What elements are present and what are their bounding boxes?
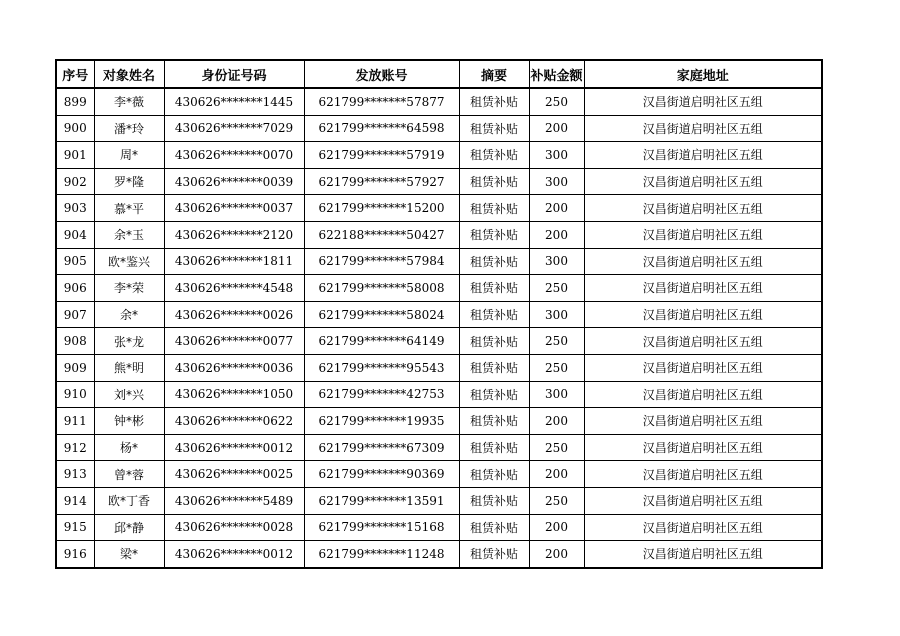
row-address: 汉昌街道启明社区五组 [584,115,822,142]
row-summary: 租赁补贴 [459,541,529,568]
row-id-number: 430626*******0036 [164,354,304,381]
row-summary: 租赁补贴 [459,487,529,514]
row-amount: 200 [529,115,584,142]
subsidy-table [55,59,823,569]
row-amount: 250 [529,88,584,115]
row-name: 曾*蓉 [94,461,164,488]
row-summary: 租赁补贴 [459,301,529,328]
row-amount: 200 [529,221,584,248]
row-address: 汉昌街道启明社区五组 [584,487,822,514]
header-amount: 补贴金额 [529,60,584,88]
row-name: 钟*彬 [94,408,164,435]
table-row [56,275,822,302]
row-amount: 200 [529,461,584,488]
row-summary: 租赁补贴 [459,195,529,222]
row-name: 杨* [94,434,164,461]
table-row [56,301,822,328]
row-name: 李*薇 [94,88,164,115]
row-account: 622188*******50427 [304,221,459,248]
row-seq: 901 [56,142,94,169]
row-amount: 200 [529,408,584,435]
row-seq: 916 [56,541,94,568]
header-summary: 摘要 [459,60,529,88]
row-summary: 租赁补贴 [459,221,529,248]
row-summary: 租赁补贴 [459,328,529,355]
row-amount: 300 [529,168,584,195]
row-address: 汉昌街道启明社区五组 [584,541,822,568]
row-account: 621799*******57927 [304,168,459,195]
row-account: 621799*******64598 [304,115,459,142]
row-address: 汉昌街道启明社区五组 [584,195,822,222]
row-id-number: 430626*******0028 [164,514,304,541]
row-seq: 908 [56,328,94,355]
row-summary: 租赁补贴 [459,275,529,302]
row-id-number: 430626*******0026 [164,301,304,328]
row-address: 汉昌街道启明社区五组 [584,328,822,355]
row-name: 刘*兴 [94,381,164,408]
row-address: 汉昌街道启明社区五组 [584,434,822,461]
row-summary: 租赁补贴 [459,354,529,381]
table-row [56,354,822,381]
row-seq: 915 [56,514,94,541]
table-row [56,541,822,568]
row-id-number: 430626*******2120 [164,221,304,248]
row-id-number: 430626*******0037 [164,195,304,222]
row-address: 汉昌街道启明社区五组 [584,408,822,435]
row-seq: 906 [56,275,94,302]
row-name: 熊*明 [94,354,164,381]
table-row [56,115,822,142]
row-address: 汉昌街道启明社区五组 [584,221,822,248]
row-name: 余*玉 [94,221,164,248]
row-id-number: 430626*******7029 [164,115,304,142]
row-seq: 911 [56,408,94,435]
row-id-number: 430626*******1050 [164,381,304,408]
row-amount: 250 [529,487,584,514]
row-name: 周* [94,142,164,169]
table-row [56,461,822,488]
row-account: 621799*******15168 [304,514,459,541]
row-account: 621799*******58024 [304,301,459,328]
row-name: 欧*丁香 [94,487,164,514]
row-name: 张*龙 [94,328,164,355]
row-amount: 300 [529,381,584,408]
header-row [56,60,822,88]
row-name: 慕*平 [94,195,164,222]
row-address: 汉昌街道启明社区五组 [584,514,822,541]
row-account: 621799*******67309 [304,434,459,461]
row-account: 621799*******13591 [304,487,459,514]
row-amount: 250 [529,275,584,302]
row-account: 621799*******64149 [304,328,459,355]
row-amount: 300 [529,142,584,169]
row-address: 汉昌街道启明社区五组 [584,248,822,275]
row-summary: 租赁补贴 [459,434,529,461]
row-seq: 910 [56,381,94,408]
row-seq: 900 [56,115,94,142]
row-amount: 300 [529,301,584,328]
row-id-number: 430626*******0025 [164,461,304,488]
row-amount: 250 [529,354,584,381]
table-body [56,88,822,568]
row-account: 621799*******19935 [304,408,459,435]
row-name: 欧*鉴兴 [94,248,164,275]
row-summary: 租赁补贴 [459,142,529,169]
table-row [56,168,822,195]
row-name: 梁* [94,541,164,568]
row-seq: 907 [56,301,94,328]
row-name: 邱*静 [94,514,164,541]
row-name: 李*荣 [94,275,164,302]
table-row [56,487,822,514]
row-summary: 租赁补贴 [459,168,529,195]
row-seq: 914 [56,487,94,514]
row-name: 余* [94,301,164,328]
row-id-number: 430626*******0039 [164,168,304,195]
row-account: 621799*******42753 [304,381,459,408]
table-row [56,408,822,435]
table-row [56,514,822,541]
row-seq: 913 [56,461,94,488]
row-id-number: 430626*******0012 [164,541,304,568]
row-seq: 909 [56,354,94,381]
header-id-number: 身份证号码 [164,60,304,88]
row-address: 汉昌街道启明社区五组 [584,168,822,195]
row-address: 汉昌街道启明社区五组 [584,142,822,169]
row-address: 汉昌街道启明社区五组 [584,88,822,115]
row-id-number: 430626*******1811 [164,248,304,275]
table-row [56,434,822,461]
row-amount: 250 [529,328,584,355]
header-account: 发放账号 [304,60,459,88]
row-account: 621799*******57984 [304,248,459,275]
row-id-number: 430626*******1445 [164,88,304,115]
row-summary: 租赁补贴 [459,514,529,541]
table-row [56,195,822,222]
row-address: 汉昌街道启明社区五组 [584,301,822,328]
row-id-number: 430626*******0077 [164,328,304,355]
row-account: 621799*******15200 [304,195,459,222]
table-row [56,88,822,115]
row-account: 621799*******58008 [304,275,459,302]
row-summary: 租赁补贴 [459,408,529,435]
row-summary: 租赁补贴 [459,381,529,408]
row-seq: 899 [56,88,94,115]
row-summary: 租赁补贴 [459,461,529,488]
row-address: 汉昌街道启明社区五组 [584,461,822,488]
row-id-number: 430626*******5489 [164,487,304,514]
row-summary: 租赁补贴 [459,248,529,275]
row-summary: 租赁补贴 [459,88,529,115]
row-id-number: 430626*******0622 [164,408,304,435]
row-name: 潘*玲 [94,115,164,142]
row-amount: 200 [529,195,584,222]
row-amount: 200 [529,541,584,568]
header-name: 对象姓名 [94,60,164,88]
row-account: 621799*******90369 [304,461,459,488]
row-name: 罗*隆 [94,168,164,195]
row-seq: 905 [56,248,94,275]
row-seq: 904 [56,221,94,248]
table-row [56,142,822,169]
row-amount: 200 [529,514,584,541]
row-seq: 902 [56,168,94,195]
row-account: 621799*******11248 [304,541,459,568]
row-seq: 912 [56,434,94,461]
row-summary: 租赁补贴 [459,115,529,142]
row-account: 621799*******57919 [304,142,459,169]
row-account: 621799*******57877 [304,88,459,115]
row-address: 汉昌街道启明社区五组 [584,381,822,408]
row-amount: 300 [529,248,584,275]
row-address: 汉昌街道启明社区五组 [584,354,822,381]
row-id-number: 430626*******0070 [164,142,304,169]
table-row [56,328,822,355]
row-account: 621799*******95543 [304,354,459,381]
row-amount: 250 [529,434,584,461]
table-row [56,381,822,408]
row-seq: 903 [56,195,94,222]
header-address: 家庭地址 [584,60,822,88]
row-id-number: 430626*******4548 [164,275,304,302]
table-row [56,221,822,248]
table-row [56,248,822,275]
header-seq: 序号 [56,60,94,88]
table-header [56,60,822,88]
row-id-number: 430626*******0012 [164,434,304,461]
row-address: 汉昌街道启明社区五组 [584,275,822,302]
